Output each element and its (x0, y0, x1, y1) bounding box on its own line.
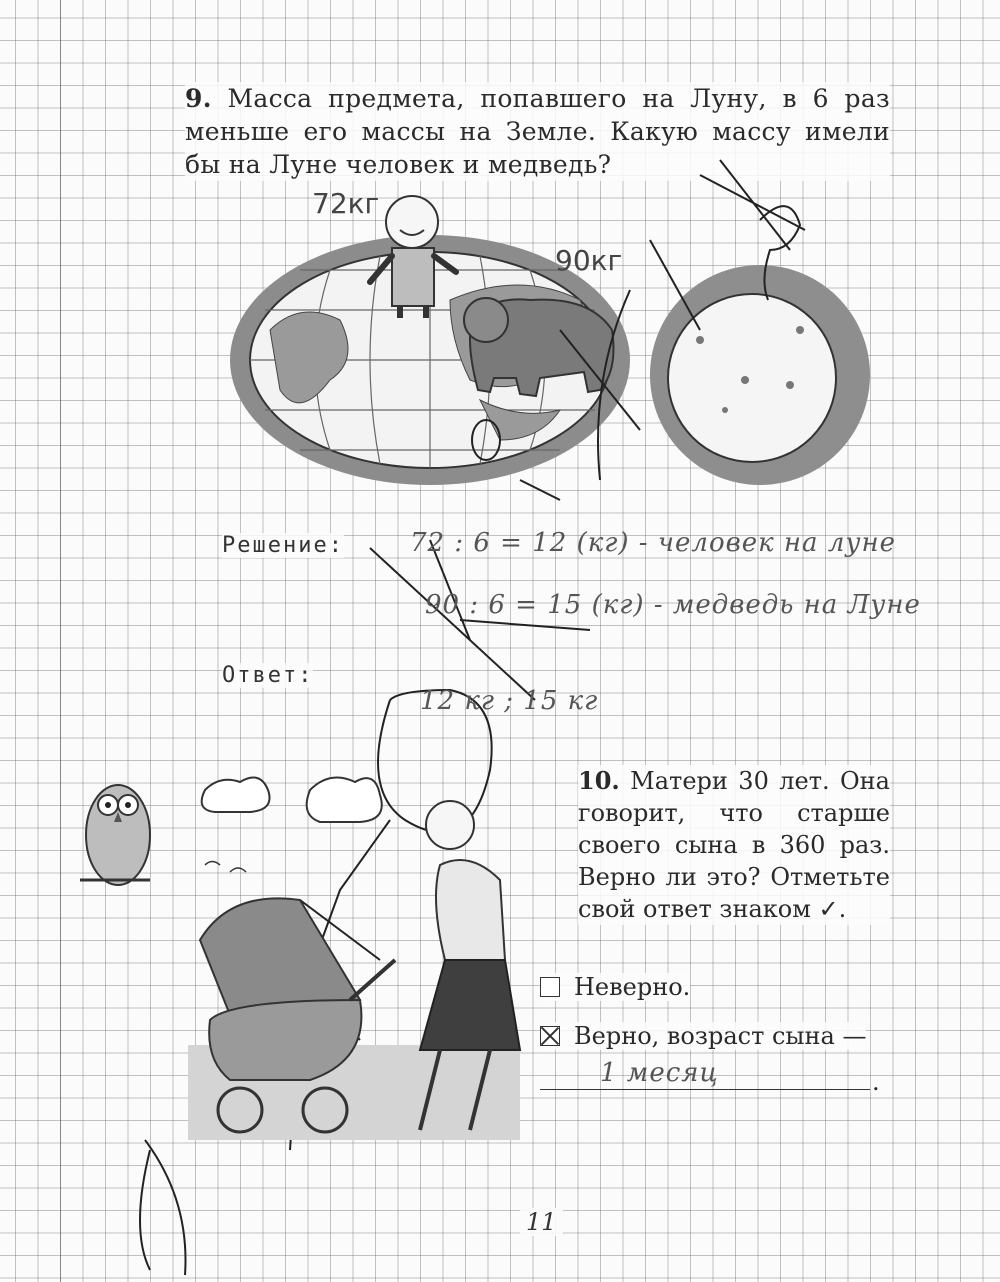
option-incorrect[interactable] (540, 973, 690, 1001)
checkbox-correct[interactable] (540, 1026, 560, 1046)
task-9-body: Масса предмета, попавшего на Луну, в 6 раз меньше его массы на Земле. Какую массу имели бы на Луне человек и медведь? (185, 84, 890, 179)
mother-with-stroller-illustration (188, 778, 520, 1141)
bear-figure (464, 298, 614, 396)
page-number: 11 (520, 1208, 563, 1236)
bear-weight-label: 90кг (555, 244, 623, 277)
solution-label: Решение: (222, 533, 344, 558)
answer-label: Ответ: (222, 663, 314, 688)
task-10-text (578, 765, 890, 925)
answer-value: 12 кг ; 15 кг (420, 686, 599, 716)
solution-line-1: 72 : 6 = 12 (кг) - человек на луне (410, 528, 896, 558)
task-10-body: Матери 30 лет. Она говорит, что старше своего сына в 360 раз. Верно ли это? Отметьте свой ответ знаком ✓. (578, 767, 890, 923)
son-age-answer: 1 месяц (600, 1058, 719, 1088)
solution-line-2: 90 : 6 = 15 (кг) - медведь на Луне (425, 590, 921, 620)
task-10-number: 10. (578, 766, 620, 795)
answer-line-period: . (872, 1068, 880, 1096)
option-correct-label: Верно, возраст сына — (574, 1022, 867, 1050)
task-9-number: 9. (185, 84, 212, 113)
option-correct[interactable] (540, 1022, 866, 1050)
checkbox-incorrect[interactable] (540, 977, 560, 997)
man-weight-label: 72кг (312, 187, 380, 220)
son-age-answer-line (540, 1089, 870, 1090)
option-incorrect-label: Неверно. (574, 973, 691, 1001)
owl-icon (80, 785, 150, 885)
